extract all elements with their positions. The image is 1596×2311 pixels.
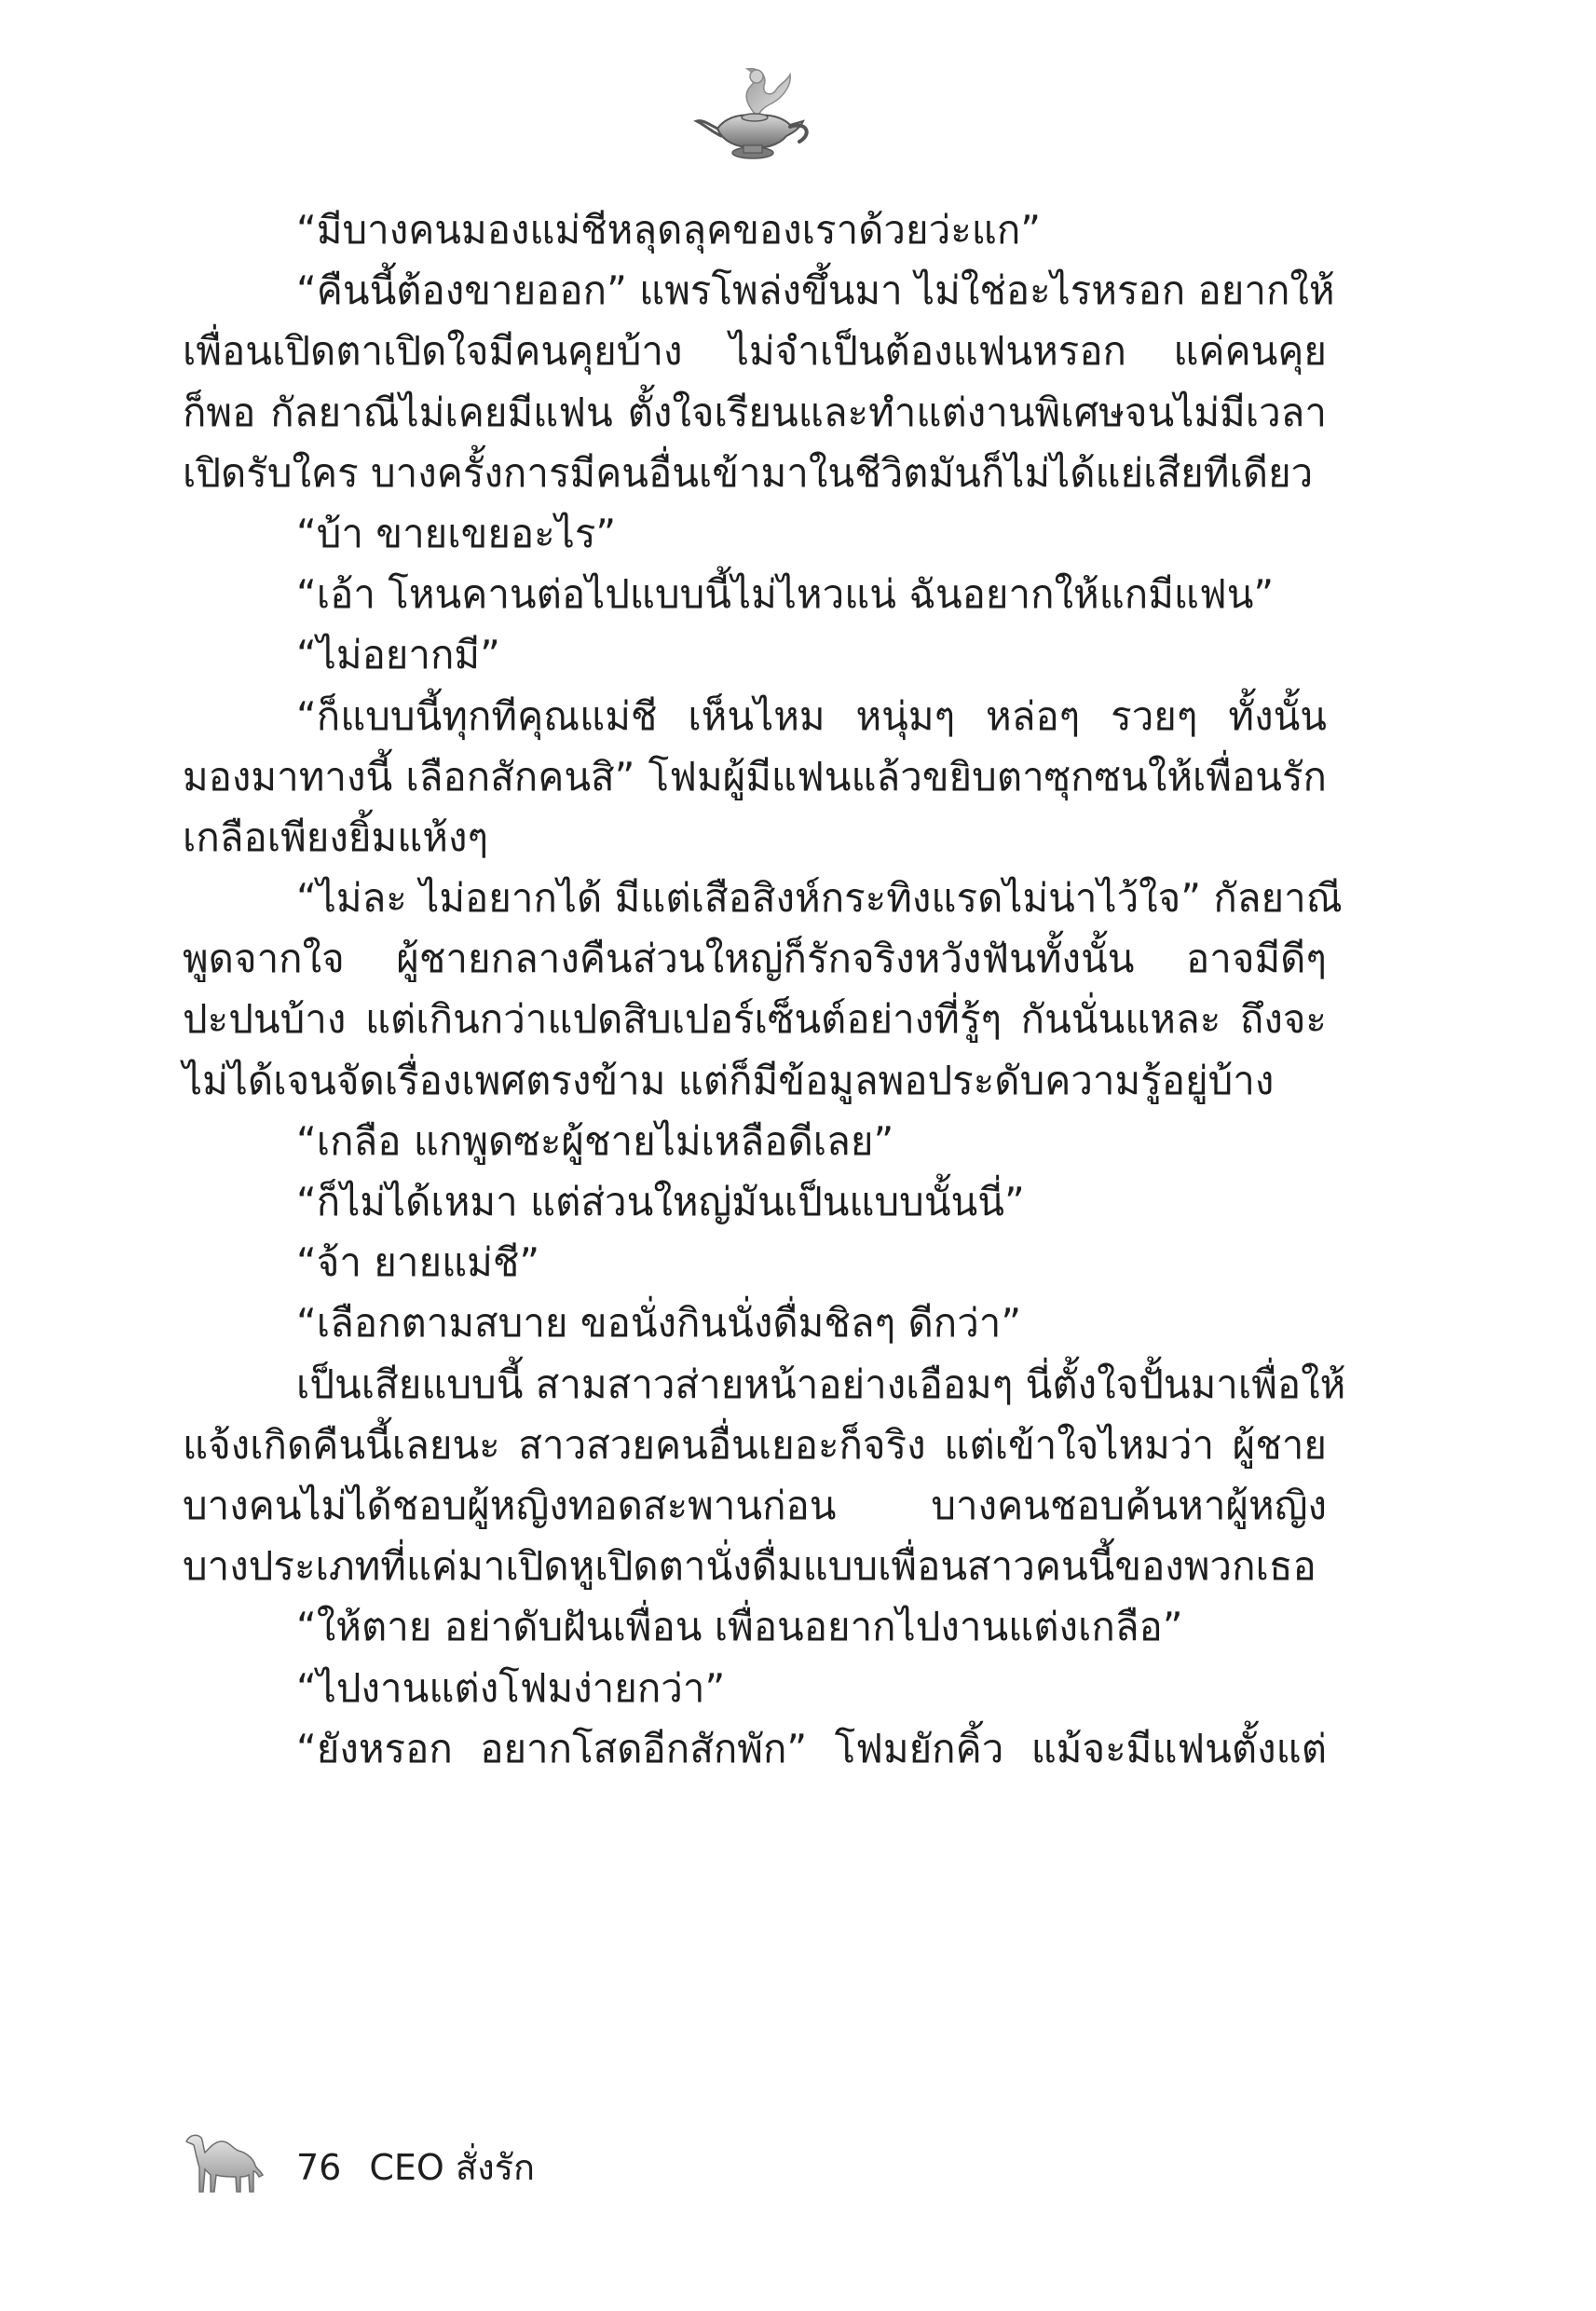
body-text: [183, 199, 1346, 1779]
text-line: “ให้ตาย อย่าดับฝันเพื่อน เพื่อนอยากไปงานแต่งเกลือ”: [296, 1604, 1183, 1650]
text-line: “ไม่อยากมี”: [296, 632, 500, 678]
text-line: “ก็แบบนี้ทุกทีคุณแม่ชี เห็นไหม หนุ่มๆ หล่อๆ รวยๆ ทั้งนั้น: [296, 692, 1327, 739]
page-number: 76: [296, 2147, 342, 2188]
text-line: “เกลือ แกพูดซะผู้ชายไม่เหลือดีเลย”: [296, 1117, 894, 1164]
text-line: ไม่ได้เจนจัดเรื่องเพศตรงข้าม แต่ก็มีข้อมูลพอประดับความรู้อยู่บ้าง: [183, 1057, 1275, 1103]
text-line: เป็นเสียแบบนี้ สามสาวส่ายหน้าอย่างเอือมๆ นี่ตั้งใจปั้นมาเพื่อให้: [296, 1361, 1346, 1407]
book-title: CEO สั่งรัก: [369, 2147, 536, 2188]
text-line: “เลือกตามสบาย ขอนั่งกินนั่งดื่มชิลๆ ดีกว่า”: [296, 1300, 1022, 1347]
text-line: ปะปนบ้าง แต่เกินกว่าแปดสิบเปอร์เซ็นต์อย่างที่รู้ๆ กันนั่นแหละ ถึงจะ: [183, 996, 1327, 1043]
text-line: เปิดรับใคร บางครั้งการมีคนอื่นเข้ามาในชีวิตมันก็ไม่ได้แย่เสียทีเดียว: [183, 449, 1314, 496]
text-line: เพื่อนเปิดตาเปิดใจมีคนคุยบ้าง ไม่จำเป็นต้องแฟนหรอก แค่คนคุย: [183, 328, 1327, 375]
text-line: “จ้า ยายแม่ชี”: [296, 1239, 540, 1286]
text-line: แจ้งเกิดคืนนี้เลยนะ สาวสวยคนอื่นเยอะก็จริง แต่เข้าใจไหมว่า ผู้ชาย: [183, 1421, 1327, 1468]
text-line: “ไปงานแต่งโฟมง่ายกว่า”: [296, 1664, 726, 1711]
text-line: “เอ้า โหนคานต่อไปแบบนี้ไม่ไหวแน่ ฉันอยากให้แกมีแฟน”: [296, 571, 1275, 618]
lamp-with-genie-icon: [689, 56, 820, 168]
text-line: พูดจากใจ ผู้ชายกลางคืนส่วนใหญ่ก็รักจริงหวังฟันทั้งนั้น อาจมีดีๆ: [183, 936, 1327, 982]
folio: [296, 2147, 535, 2188]
text-line: “ไม่ละ ไม่อยากได้ มีแต่เสือสิงห์กระทิงแรดไม่น่าไว้ใจ” กัลยาณี: [296, 875, 1343, 922]
text-line: ก็พอ กัลยาณีไม่เคยมีแฟน ตั้งใจเรียนและทำแต่งานพิเศษจนไม่มีเวลา: [183, 389, 1327, 435]
camel-icon: [183, 2125, 265, 2195]
text-line: “มีบางคนมองแม่ชีหลุดลุคของเราด้วยว่ะแก”: [296, 207, 1042, 253]
text-line: เกลือเพียงยิ้มแห้งๆ: [183, 814, 489, 860]
text-line: “คืนนี้ต้องขายออก” แพรโพล่งขึ้นมา ไม่ใช่อะไรหรอก อยากให้: [296, 267, 1335, 314]
page-footer: [183, 2125, 835, 2208]
text-line: “ยังหรอก อยากโสดอีกสักพัก” โฟมยักคิ้ว แม้จะมีแฟนตั้งแต่: [296, 1725, 1327, 1771]
text-line: บางคนไม่ได้ชอบผู้หญิงทอดสะพานก่อน บางคนชอบค้นหาผู้หญิง: [183, 1482, 1327, 1528]
text-line: “ก็ไม่ได้เหมา แต่ส่วนใหญ่มันเป็นแบบนั้นนี่”: [296, 1179, 1025, 1224]
text-line: “บ้า ขายเขยอะไร”: [296, 510, 617, 556]
text-line: บางประเภทที่แค่มาเปิดหูเปิดตานั่งดื่มแบบเพื่อนสาวคนนี้ของพวกเธอ: [183, 1543, 1316, 1590]
text-line: มองมาทางนี้ เลือกสักคนสิ” โฟมผู้มีแฟนแล้วขยิบตาซุกซนให้เพื่อนรัก: [183, 753, 1327, 800]
